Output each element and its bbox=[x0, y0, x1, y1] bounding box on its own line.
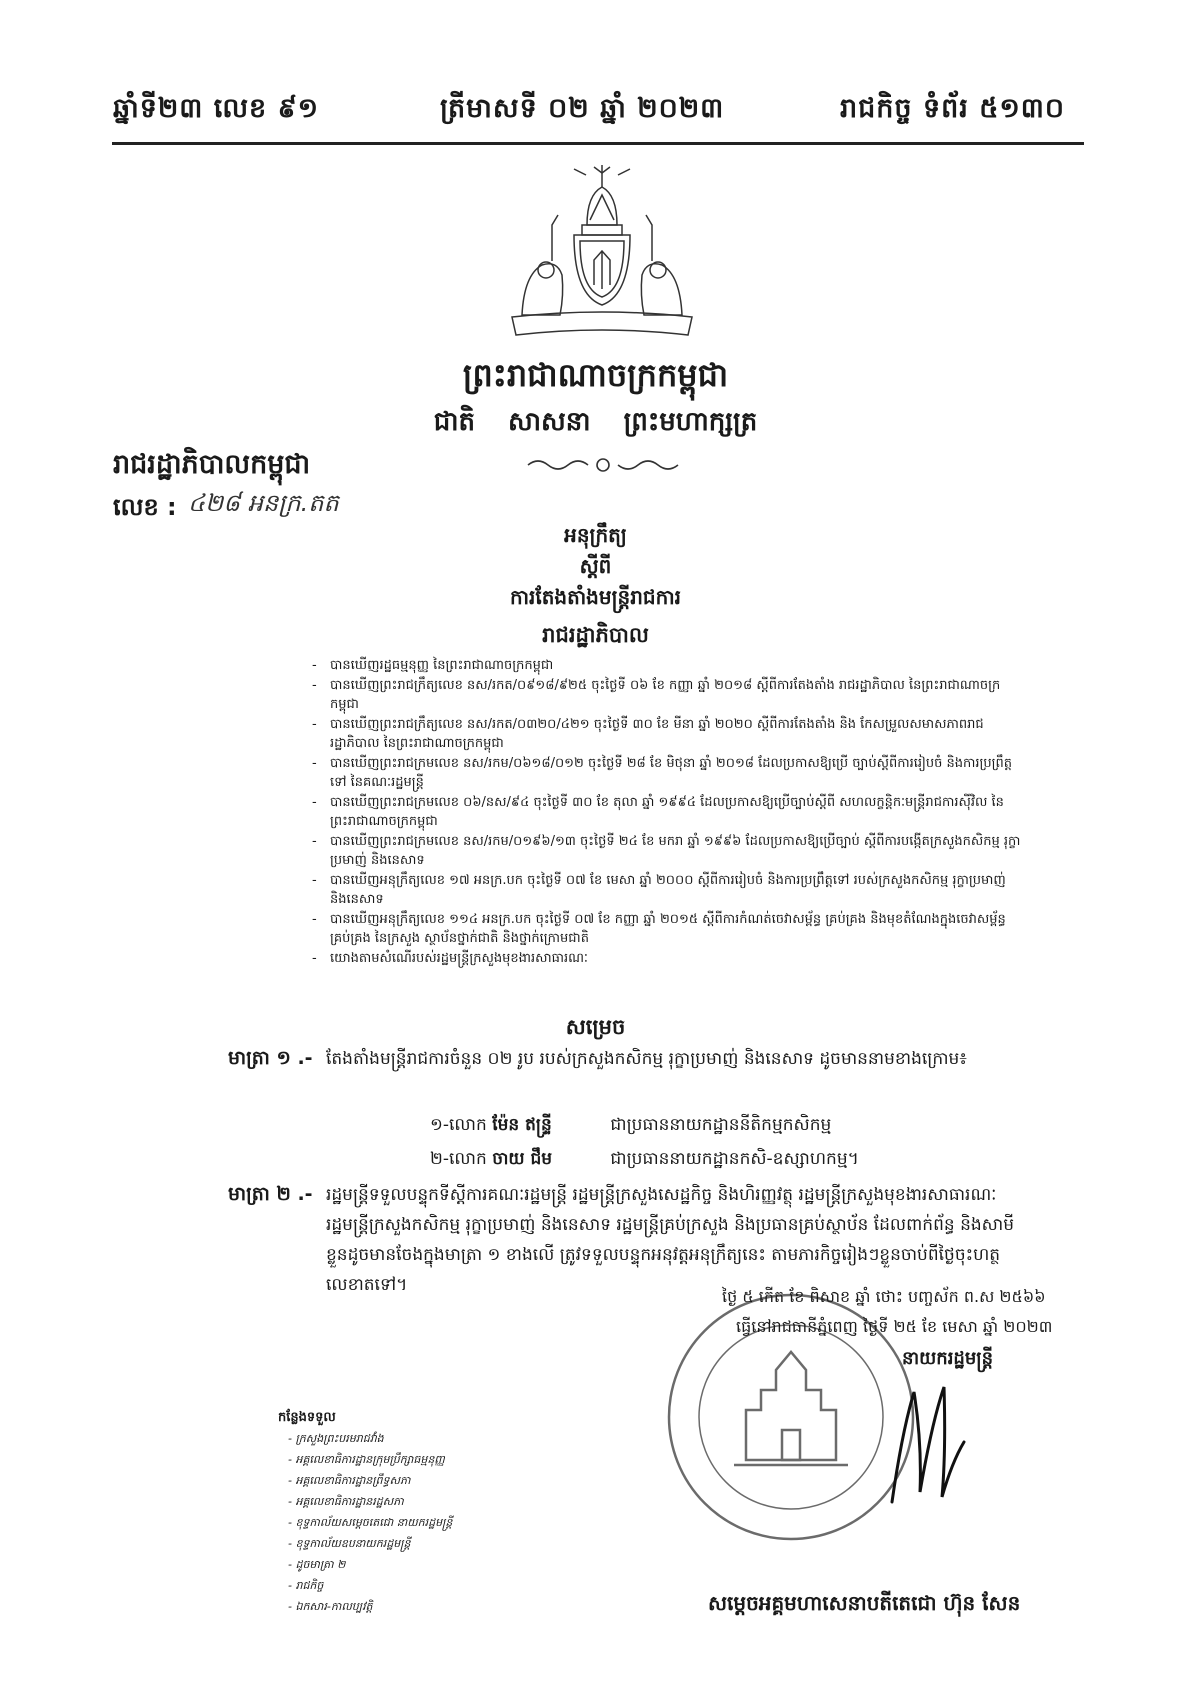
preamble-item: - យោងតាមសំណើរបស់រដ្ឋមន្ត្រីក្រសួងមុខងារសាធារណៈ bbox=[312, 949, 1022, 968]
recipient-item: - អគ្គលេខាធិការដ្ឋានព្រឹទ្ធសភា bbox=[288, 1470, 452, 1491]
preamble-item: - បានឃើញអនុក្រឹត្យលេខ ១១៤ អនក្រ.បក ចុះថ្ងៃទី ០៧ ខែ កញ្ញា ឆ្នាំ ២០១៥ ស្តីពីការកំណត់ចេវាសម្ព័ន្ធ គ្រប់គ្រង និងមុខតំណែងក្នុងចេវាសម្ព័ន្ធគ្រប់គ្រង នៃក្រសួង ស្ថាប័នថ្នាក់ជាតិ និងថ្នាក់ក្រោមជាតិ bbox=[312, 910, 1022, 948]
signer-title: នាយករដ្ឋមន្ត្រី bbox=[902, 1348, 994, 1369]
preamble-list bbox=[312, 656, 1022, 969]
recipients-list bbox=[288, 1428, 452, 1617]
header-rule bbox=[112, 142, 1084, 145]
recipient-item: - រាជកិច្ច bbox=[288, 1575, 452, 1596]
official-prefix: ២-លោក bbox=[430, 1149, 487, 1169]
official-name-cell bbox=[430, 1148, 605, 1173]
document-number-label: លេខ : bbox=[113, 493, 177, 521]
ornament-divider-icon bbox=[523, 455, 683, 475]
official-position: ជាប្រធាននាយកដ្ឋានកសិ-ឧស្សាហកម្ម។ bbox=[610, 1149, 859, 1169]
royal-emblem-icon bbox=[502, 165, 702, 340]
official-position: ជាប្រធាននាយកដ្ឋាននីតិកម្មកសិកម្ម bbox=[610, 1115, 832, 1135]
document-subject: ការតែងតាំងមន្ត្រីរាជការ bbox=[510, 585, 681, 609]
preamble-item: - បានឃើញព្រះរាជក្រឹត្យលេខ នស/រកត/០៩១៨/៩២៥ ចុះថ្ងៃទី ០៦ ខែ កញ្ញា ឆ្នាំ ២០១៨ ស្តីពីការតែងតាំង រាជរដ្ឋាភិបាល នៃព្រះរាជាណាចក្រកម្ពុជា bbox=[312, 676, 1022, 714]
header-quarter-year: ត្រីមាសទី ០២ ឆ្នាំ ២០២៣ bbox=[440, 93, 725, 124]
official-name: ចាយ ជឹម bbox=[492, 1149, 553, 1169]
article-1-label: មាត្រា ១ .- bbox=[228, 1047, 313, 1069]
document-about: ស្តីពី bbox=[579, 554, 612, 578]
date-lunar: ថ្ងៃ ៥ កើត ខែ ពិសាខ ឆ្នាំ ថោះ បញ្ចស័ក ព.ស ២៥៦៦ bbox=[722, 1287, 1046, 1306]
header-gazette-page: រាជកិច្ច ទំព័រ ៥១៣០ bbox=[840, 93, 1065, 124]
preamble-item: - បានឃើញព្រះរាជក្រឹត្យលេខ នស/រកត/០៣២០/៤២១ ចុះថ្ងៃទី ៣០ ខែ មីនា ឆ្នាំ ២០២០ ស្តីពីការតែងតាំង និង កែសម្រួលសមាសភាពរាជរដ្ឋាភិបាល នៃព្រះរាជាណាចក្រកម្ពុជា bbox=[312, 715, 1022, 753]
preamble-item: - បានឃើញព្រះរាជក្រមលេខ នស/រកម/០១៩៦/១៣ ចុះថ្ងៃទី ២៤ ខែ មករា ឆ្នាំ ១៩៩៦ ដែលប្រកាសឱ្យប្រើច្បាប់ ស្តីពីការបង្កើតក្រសួងកសិកម្ម រុក្ខាប្រមាញ់ និងនេសាទ bbox=[312, 832, 1022, 870]
national-motto: ជាតិ សាសនា ព្រះមហាក្សត្រ bbox=[433, 407, 758, 437]
document-type: អនុក្រឹត្យ bbox=[564, 523, 627, 547]
official-row bbox=[430, 1148, 859, 1173]
preamble-item: - បានឃើញព្រះរាជក្រមលេខ ០៦/នស/៩៤ ចុះថ្ងៃទី ៣០ ខែ តុលា ឆ្នាំ ១៩៩៤ ដែលប្រកាសឱ្យប្រើច្បាប់ស្តីពី សហលក្ខន្តិកៈមន្ត្រីរាជការស៊ីវិល នៃព្រះរាជាណាចក្រកម្ពុជា bbox=[312, 793, 1022, 831]
recipient-item: - ខុទ្ទកាល័យឧបនាយករដ្ឋមន្ត្រី bbox=[288, 1533, 452, 1554]
issuing-government: រាជរដ្ឋាភិបាលកម្ពុជា bbox=[113, 449, 311, 480]
article-2-label: មាត្រា ២ .- bbox=[228, 1183, 313, 1205]
document-number-handwritten: ៤២៨ អនក្រ.តត bbox=[188, 489, 339, 517]
preamble-item: - បានឃើញអនុក្រឹត្យលេខ ១៧ អនក្រ.បក ចុះថ្ងៃទី ០៧ ខែ មេសា ឆ្នាំ ២០០០ ស្តីពីការរៀបចំ និងការប្រព្រឹត្តទៅ របស់ក្រសួងកសិកម្ម រុក្ខាប្រមាញ់ និងនេសាទ bbox=[312, 871, 1022, 909]
article-2-text: រដ្ឋមន្ត្រីទទួលបន្ទុកទីស្តីការគណៈរដ្ឋមន្ត្រី រដ្ឋមន្ត្រីក្រសួងសេដ្ឋកិច្ច និងហិរញ្ញវត្ថុ រដ្ឋមន្ត្រីក្រសួងមុខងារសាធារណៈ រដ្ឋមន្ត្រីក្រសួងកសិកម្ម រុក្ខាប្រមាញ់ និងនេសាទ រដ្ឋមន្ត្រីគ្រប់ក្រសួង និងប្រធានគ្រប់ស្ថាប័ន ដែលពាក់ព័ន្ធ និងសាមីខ្លួនដូចមានចែងក្នុងមាត្រា ១ ខាងលើ ត្រូវទទួលបន្ទុកអនុវត្តអនុក្រឹត្យនេះ តាមភារកិច្ចរៀងៗខ្លួនចាប់ពីថ្ងៃចុះហត្ថលេខាតទៅ។ bbox=[326, 1185, 1015, 1295]
recipient-item: - អគ្គលេខាធិការដ្ឋានក្រុមប្រឹក្សាធម្មនុញ្ញ bbox=[288, 1449, 452, 1470]
recipient-item: - ឯកសារ-កាលប្បវត្តិ bbox=[288, 1596, 452, 1617]
date-solar: ធ្វើនៅរាជធានីភ្នំពេញ ថ្ងៃទី ២៥ ខែ មេសា ឆ្នាំ ២០២៣ bbox=[736, 1317, 1053, 1336]
header-volume-number: ឆ្នាំទី២៣ លេខ ៩១ bbox=[113, 93, 320, 124]
preamble-item: - បានឃើញរដ្ឋធម្មនុញ្ញ នៃព្រះរាជាណាចក្រកម្ពុជា bbox=[312, 656, 1022, 675]
kingdom-name: ព្រះរាជាណាចក្រកម្ពុជា bbox=[462, 356, 729, 394]
decided-heading: សម្រេច bbox=[565, 1015, 626, 1039]
handwritten-signature-icon bbox=[882, 1372, 972, 1512]
recipients-title: កន្លែងទទួល bbox=[278, 1410, 336, 1425]
recipient-item: - ក្រសួងព្រះបរមរាជវាំង bbox=[288, 1428, 452, 1449]
official-name-cell bbox=[430, 1114, 605, 1139]
official-row bbox=[430, 1114, 831, 1139]
official-prefix: ១-លោក bbox=[430, 1115, 487, 1135]
preamble-heading: រាជរដ្ឋាភិបាល bbox=[542, 623, 649, 647]
recipient-item: - ខុទ្ទកាល័យសម្តេចតេជោ នាយករដ្ឋមន្ត្រី bbox=[288, 1512, 452, 1533]
official-name: ម៉ែន ឥន្ទ្រី bbox=[492, 1115, 552, 1135]
signer-name: សម្តេចអគ្គមហាសេនាបតីតេជោ ហ៊ុន សែន bbox=[708, 1591, 1021, 1615]
article-1-text: តែងតាំងមន្ត្រីរាជការចំនួន ០២ រូប របស់ក្រសួងកសិកម្ម រុក្ខាប្រមាញ់ និងនេសាទ ដូចមាននាមខាងក្រោម៖ bbox=[326, 1049, 967, 1069]
recipient-item: - ដូចមាត្រា ២ bbox=[288, 1554, 452, 1575]
recipient-item: - អគ្គលេខាធិការដ្ឋានរដ្ឋសភា bbox=[288, 1491, 452, 1512]
preamble-item: - បានឃើញព្រះរាជក្រមលេខ នស/រកម/០៦១៨/០១២ ចុះថ្ងៃទី ២៨ ខែ មិថុនា ឆ្នាំ ២០១៨ ដែលប្រកាសឱ្យប្រើ ច្បាប់ស្តីពីការរៀបចំ និងការប្រព្រឹត្តទៅ នៃគណៈរដ្ឋមន្ត្រី bbox=[312, 754, 1022, 792]
